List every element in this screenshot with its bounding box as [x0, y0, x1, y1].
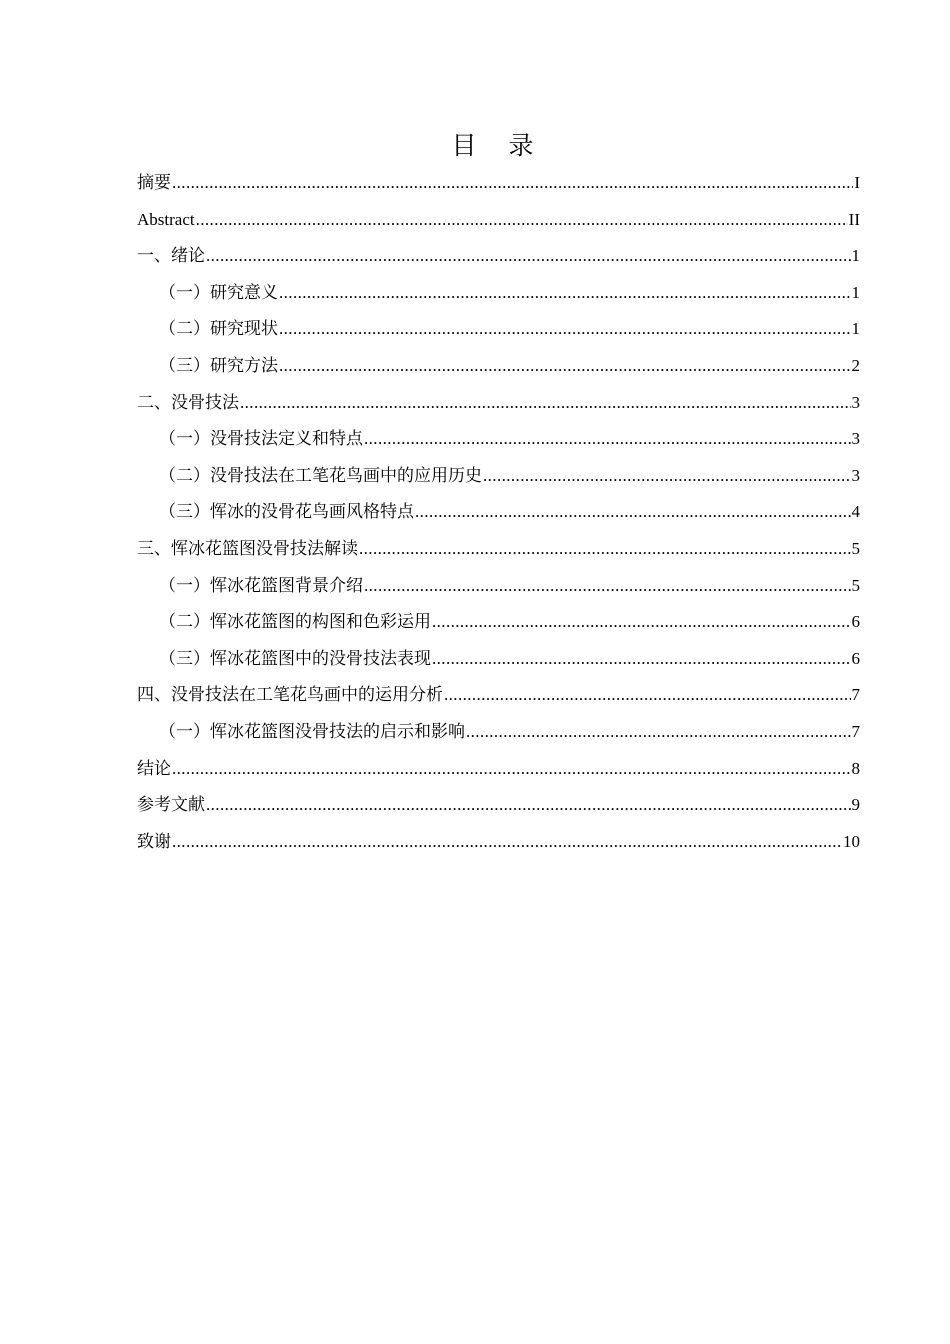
- toc-entry-label: （三）研究方法: [159, 355, 278, 375]
- toc-entry[interactable]: [137, 751, 860, 788]
- toc-entry-label: Abstract: [137, 209, 195, 229]
- toc-entry-page: 4: [851, 502, 860, 522]
- toc-list: [137, 165, 860, 860]
- toc-entry-page: 9: [851, 795, 860, 815]
- toc-entry[interactable]: [137, 641, 860, 678]
- toc-dot-leader: [279, 311, 851, 348]
- toc-entry-label: （一）恽冰花篮图背景介绍: [159, 575, 363, 595]
- toc-entry[interactable]: [137, 714, 860, 751]
- toc-dot-leader: [172, 165, 853, 202]
- toc-dot-leader: [415, 494, 851, 531]
- toc-entry[interactable]: [137, 677, 860, 714]
- toc-entry-label: 致谢: [137, 831, 171, 851]
- toc-entry-label: 参考文献: [137, 795, 205, 815]
- toc-entry-page: 6: [851, 612, 860, 632]
- toc-entry[interactable]: [137, 787, 860, 824]
- toc-dot-leader: [432, 604, 851, 641]
- toc-dot-leader: [444, 677, 851, 714]
- toc-entry-label: （二）研究现状: [159, 319, 278, 339]
- toc-entry-page: 7: [851, 685, 860, 705]
- toc-dot-leader: [466, 714, 851, 751]
- toc-entry-page: 8: [851, 758, 860, 778]
- toc-entry-page: 5: [851, 575, 860, 595]
- toc-dot-leader: [240, 385, 851, 422]
- toc-entry[interactable]: [137, 458, 860, 495]
- toc-entry-label: （二）恽冰花篮图的构图和色彩运用: [159, 612, 431, 632]
- toc-entry[interactable]: [137, 568, 860, 605]
- toc-entry[interactable]: [137, 165, 860, 202]
- toc-entry-page: 5: [851, 538, 860, 558]
- toc-entry-label: （一）恽冰花篮图没骨技法的启示和影响: [159, 721, 465, 741]
- toc-dot-leader: [359, 531, 851, 568]
- toc-dot-leader: [172, 751, 851, 788]
- toc-entry-label: （二）没骨技法在工笔花鸟画中的应用历史: [159, 465, 482, 485]
- toc-dot-leader: [206, 238, 851, 275]
- toc-entry-page: 10: [843, 831, 860, 851]
- toc-entry[interactable]: [137, 494, 860, 531]
- toc-title: 目 录: [451, 131, 546, 160]
- toc-entry-page: I: [854, 173, 860, 192]
- toc-entry-page: 3: [851, 465, 860, 485]
- toc-dot-leader: [279, 348, 851, 385]
- toc-entry-label: 结论: [137, 758, 171, 778]
- toc-entry-page: 2: [851, 355, 860, 375]
- toc-entry-label: 三、恽冰花篮图没骨技法解读: [137, 538, 358, 558]
- toc-entry[interactable]: [137, 531, 860, 568]
- toc-entry[interactable]: [137, 604, 860, 641]
- toc-entry-page: 1: [851, 246, 860, 266]
- toc-entry-label: 二、没骨技法: [137, 392, 239, 412]
- toc-entry-label: 四、没骨技法在工笔花鸟画中的运用分析: [137, 685, 443, 705]
- toc-entry[interactable]: [137, 311, 860, 348]
- toc-entry[interactable]: [137, 421, 860, 458]
- toc-entry-label: （三）恽冰花篮图中的没骨技法表现: [159, 648, 431, 668]
- toc-entry[interactable]: [137, 238, 860, 275]
- toc-dot-leader: [196, 202, 848, 239]
- toc-entry-label: （一）没骨技法定义和特点: [159, 429, 363, 449]
- toc-entry-label: （三）恽冰的没骨花鸟画风格特点: [159, 502, 414, 522]
- toc-dot-leader: [364, 421, 851, 458]
- toc-entry-page: 6: [851, 648, 860, 668]
- toc-entry-page: 3: [851, 392, 860, 412]
- toc-entry[interactable]: [137, 348, 860, 385]
- toc-dot-leader: [364, 568, 851, 605]
- toc-entry-page: 3: [851, 429, 860, 449]
- toc-entry-label: 摘要: [137, 173, 171, 192]
- toc-entry[interactable]: [137, 385, 860, 422]
- toc-dot-leader: [206, 787, 851, 824]
- toc-entry-page: II: [848, 209, 860, 229]
- toc-entry[interactable]: [137, 824, 860, 861]
- toc-entry-page: 1: [851, 282, 860, 302]
- toc-dot-leader: [279, 275, 851, 312]
- toc-entry-page: 7: [851, 721, 860, 741]
- toc-entry[interactable]: [137, 275, 860, 312]
- toc-entry[interactable]: [137, 202, 860, 239]
- toc-entry-label: （一）研究意义: [159, 282, 278, 302]
- toc-dot-leader: [432, 641, 851, 678]
- toc-dot-leader: [483, 458, 851, 495]
- toc-entry-page: 1: [851, 319, 860, 339]
- toc-entry-label: 一、绪论: [137, 246, 205, 266]
- toc-dot-leader: [172, 824, 842, 861]
